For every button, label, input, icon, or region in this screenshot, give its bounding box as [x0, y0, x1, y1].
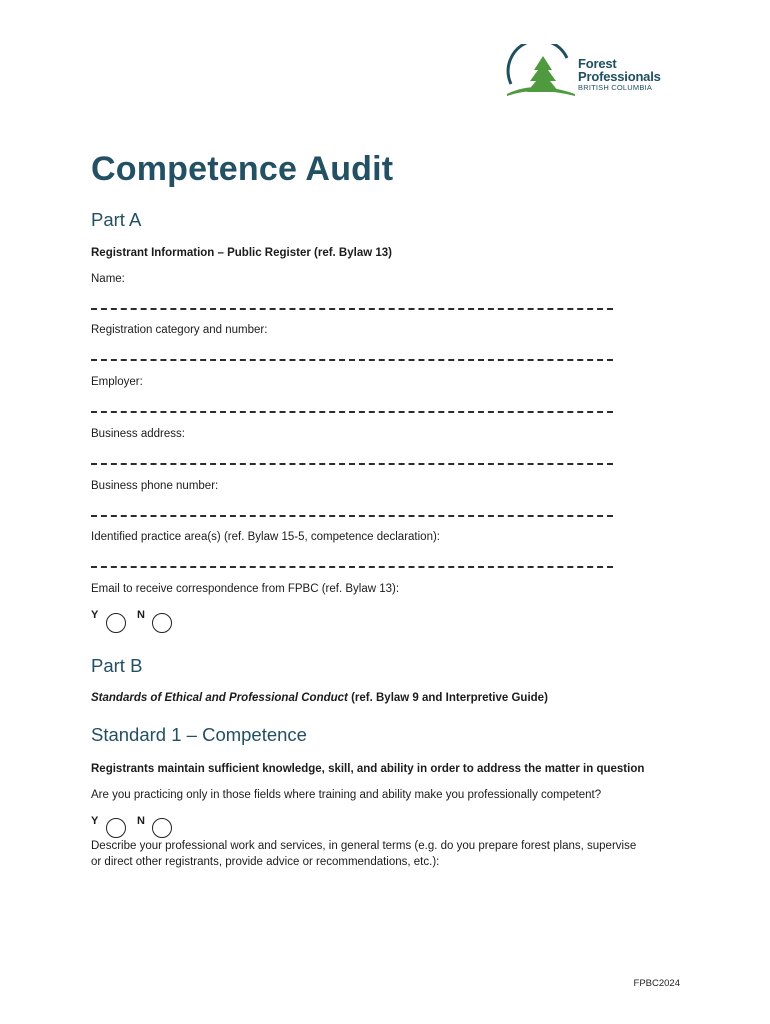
employer-label: Employer: — [91, 376, 143, 388]
business-address-label: Business address: — [91, 428, 185, 440]
logo-text-bc: BRITISH COLUMBIA — [578, 83, 653, 92]
name-field[interactable] — [91, 308, 613, 310]
employer-field[interactable] — [91, 411, 613, 413]
tree-logo-icon — [505, 44, 577, 98]
part-a-heading: Part A — [91, 209, 142, 230]
registration-field[interactable] — [91, 359, 613, 361]
logo-text-forest: Forest — [578, 56, 617, 71]
practice-area-field[interactable] — [91, 566, 613, 568]
describe-work-prompt-line1: Describe your professional work and services, in general terms (e.g. do you prepare forest plans, supervise — [91, 840, 637, 852]
competence-question: Are you practicing only in those fields where training and ability make you professionally competent? — [91, 789, 602, 801]
business-address-field[interactable] — [91, 463, 613, 465]
logo-text-professionals: Professionals — [578, 69, 661, 84]
fpbc-logo — [505, 44, 675, 98]
email-question: Email to receive correspondence from FPBC (ref. Bylaw 13): — [91, 583, 400, 595]
standards-title: Standards of Ethical and Professional Conduct — [91, 692, 348, 704]
competence-no-label: N — [137, 815, 145, 827]
standard-1-heading: Standard 1 – Competence — [91, 724, 307, 745]
email-no-radio[interactable] — [152, 613, 172, 633]
business-phone-field[interactable] — [91, 515, 613, 517]
part-b-heading: Part B — [91, 655, 143, 676]
registration-label: Registration category and number: — [91, 324, 268, 336]
standards-reference — [91, 692, 548, 704]
competence-no-radio[interactable] — [152, 818, 172, 838]
name-label: Name: — [91, 273, 125, 285]
describe-work-field[interactable] — [91, 878, 681, 958]
registrant-info-heading: Registrant Information – Public Register (ref. Bylaw 13) — [91, 247, 392, 259]
email-yes-radio[interactable] — [106, 613, 126, 633]
practice-area-label: Identified practice area(s) (ref. Bylaw 15-5, competence declaration): — [91, 531, 440, 543]
email-yes-label: Y — [91, 609, 99, 621]
competence-yes-radio[interactable] — [106, 818, 126, 838]
page-title: Competence Audit — [91, 150, 394, 188]
standards-ref: (ref. Bylaw 9 and Interpretive Guide) — [347, 692, 548, 704]
footer-code: FPBC2024 — [633, 978, 680, 989]
email-no-label: N — [137, 609, 145, 621]
competence-yes-label: Y — [91, 815, 99, 827]
standard-1-statement: Registrants maintain sufficient knowledge, skill, and ability in order to address the matter in question — [91, 763, 645, 775]
describe-work-prompt-line2: or direct other registrants, provide advice or recommendations, etc.): — [91, 856, 440, 868]
business-phone-label: Business phone number: — [91, 480, 219, 492]
